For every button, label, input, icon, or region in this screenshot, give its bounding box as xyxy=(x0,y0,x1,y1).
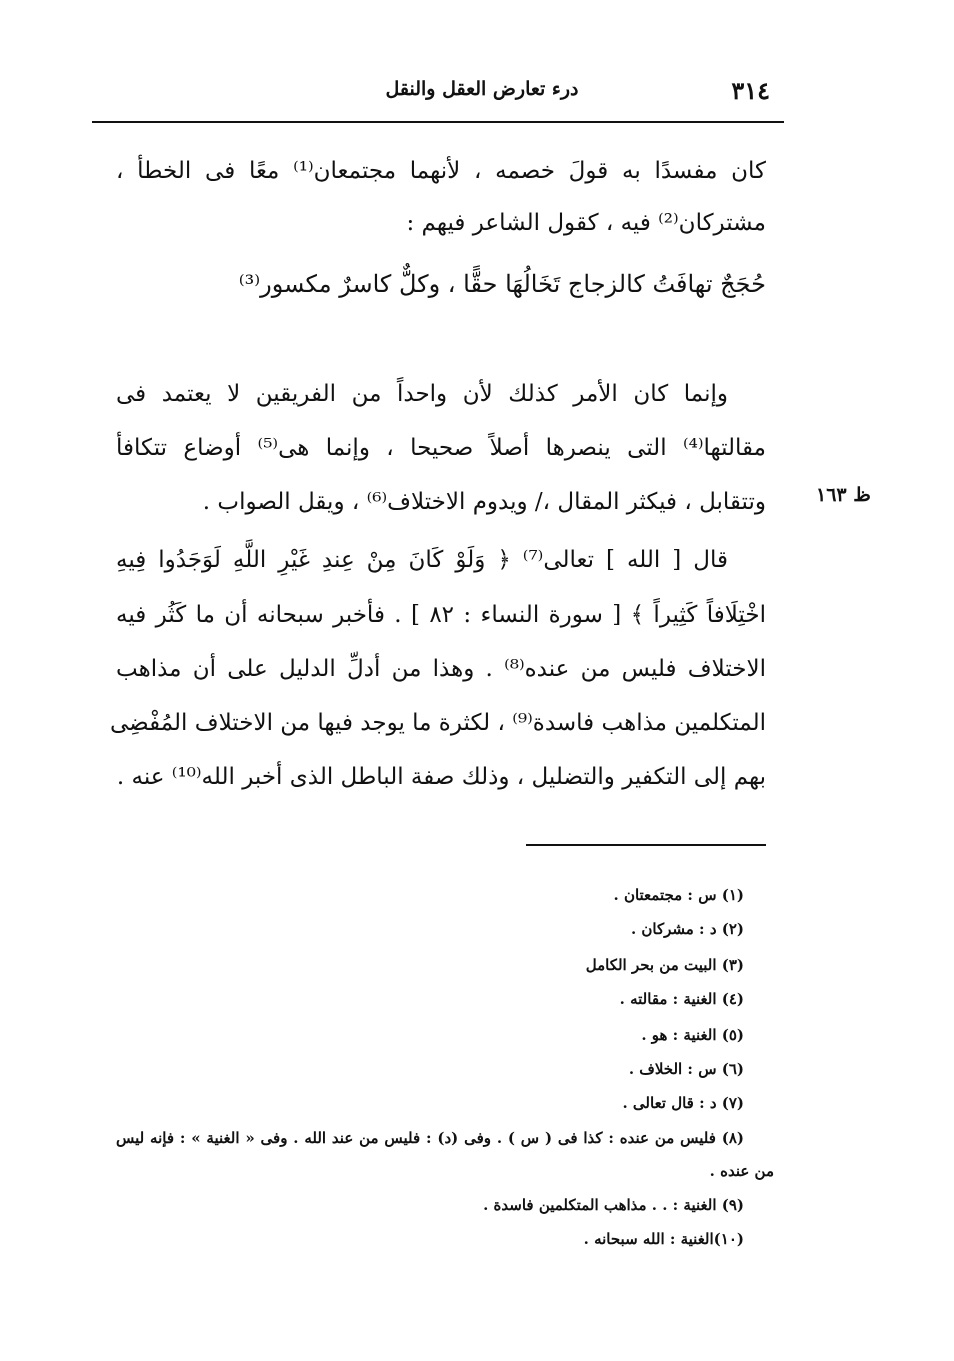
body-line: بهم إلى التكفير والتضليل ، وذلك صفة الباطل الذى أخبر الله⁽¹⁰⁾ عنه . xyxy=(116,764,766,790)
body-line: وتتقابل ، فيكثر المقال ،/ ويدوم الاختلاف⁽⁶⁾ ، ويقل الصواب . xyxy=(202,489,766,515)
footnote-continuation: من عنده . xyxy=(709,1162,774,1180)
body-line: مشتركان⁽²⁾ فيه ، كقول الشاعر فيهم : xyxy=(406,210,766,236)
page-header xyxy=(92,66,784,120)
body-line: قال [ الله ] تعالى⁽⁷⁾ ﴿ وَلَوْ كَانَ مِنْ عِندِ غَيْرِ اللَّهِ لَوَجَدُوا فِيهِ xyxy=(116,547,728,573)
footnote: (٢) د : مشركان . xyxy=(630,920,744,938)
poem-verse: حُجَجٌ تهافَتُ كالزجاج تَخَالُهَا حقًّا ، وكلٌّ كاسرٌ مكسور⁽³⁾ xyxy=(238,270,766,298)
footnote: (٥) الغنية : هو . xyxy=(641,1026,744,1044)
header-rule xyxy=(92,121,784,123)
running-title: درء تعارض العقل والنقل xyxy=(385,78,579,100)
footnote: (٤) الغنية : مقالته . xyxy=(619,990,744,1008)
footnotes-rule xyxy=(526,844,766,846)
body-line: كان مفسدًا به قولَ خصمه ، لأنهما مجتمعان⁽¹⁾ معًا فى الخطأ ، xyxy=(116,158,766,184)
footnote: (٨) فليس من عنده : كذا فى ( س ) . وفى (د) : فليس من عند الله . وفى « الغنية » : فإنه ليس xyxy=(116,1129,744,1147)
footnote: (٦) س : الخلاف . xyxy=(628,1060,744,1078)
footnote: (٣) البيت من بحر الكامل xyxy=(585,956,744,974)
footnote: (٧) د : قال تعالى . xyxy=(622,1094,744,1112)
body-line: الاختلاف فليس من عنده⁽⁸⁾ . وهذا من أدلِّ الدليل على أن مذاهب xyxy=(116,656,766,682)
body-line: وإنما كان الأمر كذلك لأن واحداً من الفريقين لا يعتمد فى xyxy=(116,381,728,407)
body-line: مقالتها⁽⁴⁾ التى ينصرها أصلاً صحيحا ، وإنما هى⁽⁵⁾ أوضاع تتكافأ xyxy=(116,435,766,461)
footnote: (١٠)الغنية : الله سبحانه . xyxy=(583,1230,744,1248)
footnote: (١) س : مجتمعتان . xyxy=(613,886,744,904)
body-line: المتكلمين مذاهب فاسدة⁽⁹⁾ ، لكثرة ما يوجد فيها من الاختلاف المُفْضِى xyxy=(109,710,766,736)
body-line: اخْتِلَافاً كَثِيراً ﴾ [ سورة النساء : ٨٢ ] . فأخبر سبحانه أن ما كَثُر فيه xyxy=(116,602,766,628)
page-number: ٣١٤ xyxy=(731,76,770,105)
footnote: (٩) الغنية : . . مذاهب المتكلمين فاسدة . xyxy=(483,1196,744,1214)
manuscript-folio-marker: ظ ١٦٣ xyxy=(816,484,871,506)
